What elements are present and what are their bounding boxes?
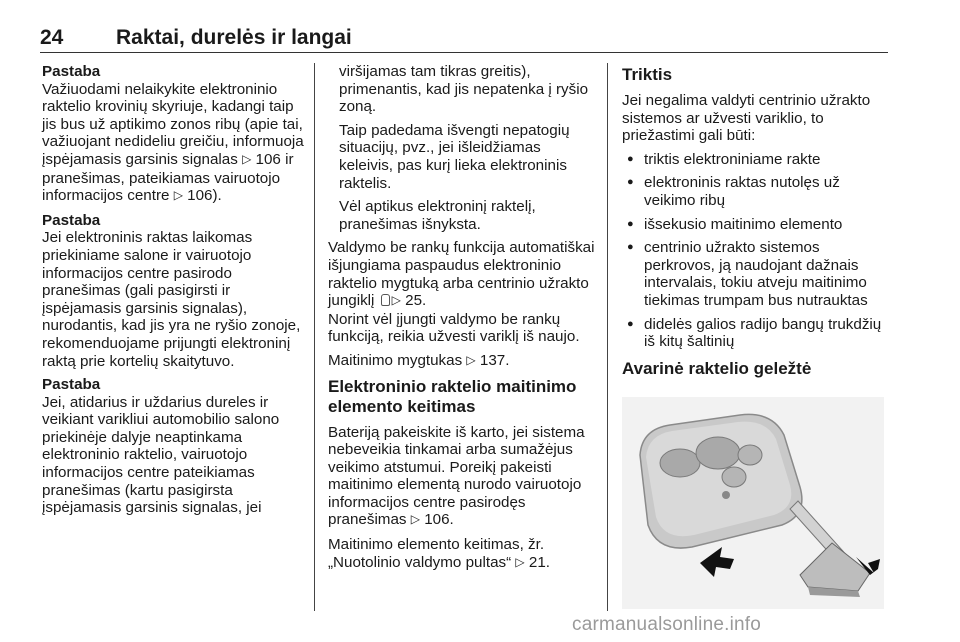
page-ref-arrow-icon: ▷: [466, 352, 476, 367]
list-item: ● triktis elektroniniame rakte: [622, 151, 892, 169]
list-item: ● centrinio užrakto sistemos perkrovos, ją naudojant dažnais intervalais, tokiu atveju maitinimo tiekimas trumpam bus nutrauktas: [622, 239, 892, 309]
page-header: [40, 22, 888, 53]
text-part: Maitinimo mygtukas: [328, 351, 467, 369]
text-part: Valdymo be rankų funkcija automatiškai išjungiama paspaudus elektroninio raktelio mygtuką arba centrinio užrakto jungiklį: [328, 239, 595, 310]
page-ref-arrow-icon: ▷: [391, 293, 401, 308]
column-right: [622, 63, 892, 386]
page-ref-arrow-icon: ▷: [242, 151, 252, 166]
page-ref[interactable]: 106.: [424, 511, 454, 529]
key-card-emergency-blade-illustration: [622, 397, 884, 609]
paragraph: [328, 424, 596, 531]
key-card-illustration: [622, 397, 884, 609]
note-2: [42, 212, 306, 370]
note-label: Pastaba: [42, 63, 101, 80]
page-ref[interactable]: 106: [255, 150, 281, 168]
page-ref-arrow-icon: ▷: [410, 512, 420, 527]
note-3: [42, 376, 306, 517]
note-continuation: [328, 63, 596, 233]
note-text-part: ir pranešimas, pateikiamas vairuotojo informacijos centre: [42, 150, 294, 205]
page-ref[interactable]: 21.: [528, 553, 550, 571]
text-part: Maitinimo elemento keitimas, žr. „Nuotolinio valdymo pultas“: [328, 536, 545, 571]
section-heading: Elektroninio raktelio maitinimo elemento keitimas: [328, 376, 577, 416]
note-text: Jei, atidarius ir uždarius dureles ir veikiant varikliui automobilio salono priekinėje dalyje neaptinkama elektroninio raktelio, vairuotojo informacijos centre pateikiamas pranešimas (kartu pasigirsta įspėjamasis garsinis signalas, jei: [42, 393, 280, 517]
page-number: 24: [40, 26, 64, 49]
paragraph: viršijamas tam tikras greitis), primenantis, kad jis nepatenka į ryšio zoną.: [339, 63, 589, 116]
section-heading: Avarinė raktelio geležtė: [622, 358, 812, 378]
text-part: Bateriją pakeiskite iš karto, jei sistema nebeveikia tinkamai arba sumažėjus veikimo atstumui. Poreikį pakeisti maitinimo elementą nurodo vairuotojo informacijos centre pasirodęs pranešimas: [328, 423, 585, 529]
note-text: Jei elektroninis raktas laikomas priekiniame salone ir vairuotojo informacijos centre pasirodo pranešimas (gali pasigirsti ir įspėjamasis garsinis signalas), nurodantis, kad jis yra ne ryšio zonoje, rekomenduojame prijungti elektroninį raktą prie kortelių skaitytuvo.: [42, 229, 301, 370]
section-heading: Triktis: [622, 65, 673, 84]
column-middle: [328, 63, 596, 578]
paragraph: [328, 352, 596, 371]
page-ref-arrow-icon: ▷: [173, 188, 183, 203]
note-text-part: Važiuodami nelaikykite elektroninio raktelio krovinių skyriuje, kadangi taip jis bus už aptikimo zonos ribų (apie tai, važiuojant nedideliu greičiu, informuoja įspėjamasis garsinis signalas: [42, 80, 304, 168]
central-lock-icon: [381, 294, 390, 306]
paragraph: Jei negalima valdyti centrinio užrakto sistemos ar užvesti variklio, to priežastimi gali būti:: [622, 92, 871, 145]
column-divider: [314, 63, 315, 611]
page-ref[interactable]: 137.: [479, 351, 510, 369]
paragraph: [328, 536, 596, 572]
bullet-list: [622, 151, 892, 351]
list-item: ● elektroninis raktas nutolęs už veikimo ribų: [622, 174, 892, 209]
page-ref[interactable]: 106).: [187, 187, 222, 205]
note-label: Pastaba: [42, 211, 101, 229]
paragraph: Taip padedama išvengti nepatogių situacijų, pvz., jei išleidžiamas keleivis, pas kurį lieka elektroninis raktelis.: [339, 121, 570, 192]
paragraph: [328, 239, 596, 346]
text-part: Norint vėl įjungti valdymo be rankų funkciją, reikia užvesti variklį iš naujo.: [328, 310, 580, 346]
page-ref-arrow-icon: ▷: [515, 554, 525, 569]
page-title: Raktai, durelės ir langai: [116, 26, 352, 49]
note-label: Pastaba: [42, 376, 101, 394]
note-text: [42, 81, 306, 206]
page-ref[interactable]: 25.: [405, 292, 427, 310]
list-item: ● didelės galios radijo bangų trukdžių iš kitų šaltinių: [622, 316, 892, 351]
push-arrow-icon: [700, 547, 734, 577]
note-1: [42, 63, 306, 206]
column-left: [42, 63, 306, 523]
column-divider: [607, 63, 608, 611]
paragraph: Vėl aptikus elektroninį raktelį, pranešimas išnyksta.: [339, 198, 536, 233]
watermark: carmanualsonline.info: [572, 614, 762, 635]
list-item: ● išsekusio maitinimo elemento: [622, 216, 892, 234]
